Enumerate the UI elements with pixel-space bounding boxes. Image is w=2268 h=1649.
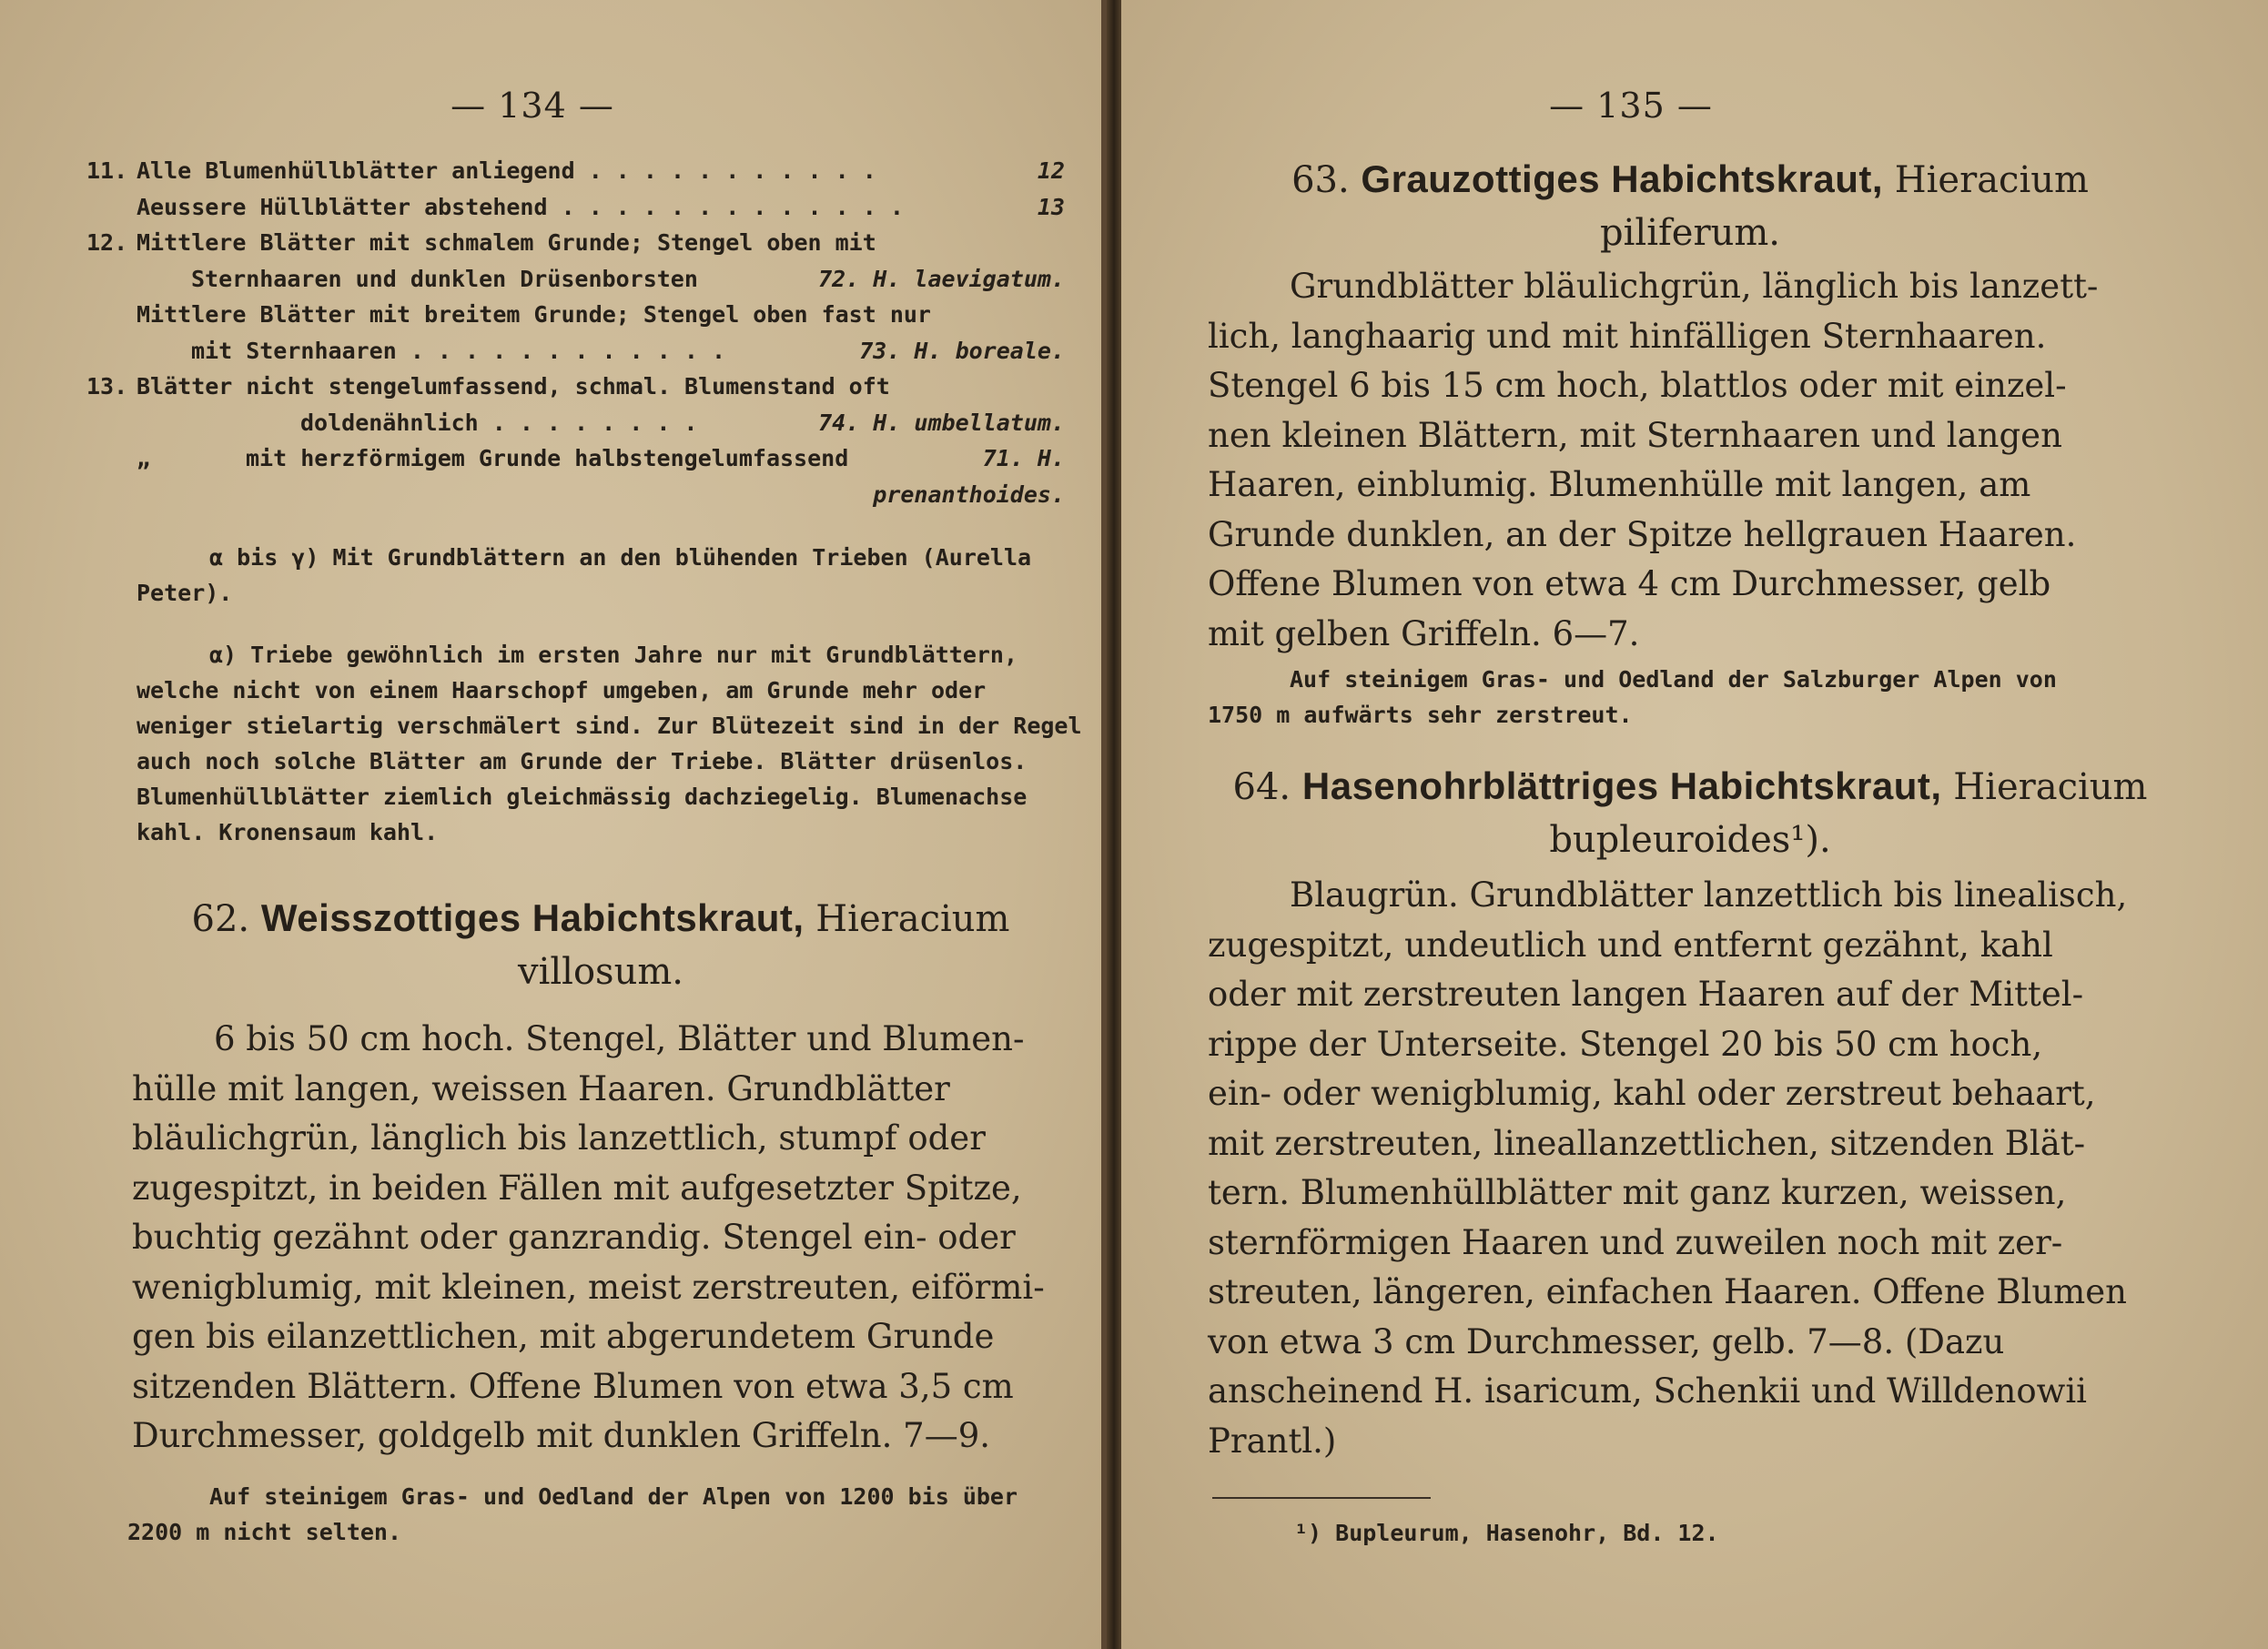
text-line: Blaugrün. Grundblätter lanzettlich bis linealisch,: [1290, 875, 2128, 915]
text-line: Stengel 6 bis 15 cm hoch, blattlos oder mit einzel-: [1208, 366, 2067, 405]
key-row-text: Mittlere Blätter mit breitem Grunde; Stengel oben fast nur: [137, 301, 931, 328]
right-page: [1121, 0, 2268, 1649]
left-page: [0, 0, 1107, 1649]
text-line: sternförmigen Haaren und zuweilen noch mit zer-: [1208, 1222, 2063, 1262]
text-line: zugespitzt, undeutlich und entfernt gezähnt, kahl: [1208, 925, 2053, 965]
key-row-target: 13: [1037, 193, 1065, 220]
text-line: nen kleinen Blättern, mit Sternhaaren und langen: [1208, 415, 2062, 455]
text-line: 6 bis 50 cm hoch. Stengel, Blätter und Blumen-: [214, 1019, 1025, 1058]
text-line: oder mit zerstreuten langen Haaren auf der Mittel-: [1208, 975, 2084, 1014]
note-alpha-gamma: [137, 540, 1065, 611]
species-64-latin-2: bupleuroides¹).: [1549, 819, 1831, 861]
text-line: tern. Blumenhüllblätter mit ganz kurzen, weissen,: [1208, 1173, 2067, 1212]
key-row-target: prenanthoides.: [873, 481, 1065, 508]
key-row: [137, 261, 1065, 298]
key-row-text: Aeussere Hüllblätter abstehend . . . . . . . . . . . . .: [137, 193, 904, 220]
text-line: buchtig gezähnt oder ganzrandig. Stengel ein- oder: [132, 1218, 1016, 1257]
text-line: zugespitzt, in beiden Fällen mit aufgesetzter Spitze,: [132, 1168, 1022, 1208]
text-line: α) Triebe gewöhnlich im ersten Jahre nur mit Grundblättern,: [209, 642, 1018, 668]
text-line: Grunde dunklen, an der Spitze hellgrauen Haaren.: [1208, 514, 2077, 554]
species-64-number: 64.: [1232, 766, 1291, 808]
text-line: mit zerstreuten, lineallanzettlichen, sitzenden Blät-: [1208, 1123, 2086, 1163]
key-row-text: Blätter nicht stengelumfassend, schmal. Blumenstand oft: [137, 373, 890, 400]
species-63-description: [1208, 262, 2209, 659]
page-number-left: — 134 —: [451, 86, 614, 126]
key-row-text: Sternhaaren und dunklen Drüsenborsten: [191, 265, 698, 292]
text-line: wenigblumig, mit kleinen, meist zerstreuten, eiförmi-: [132, 1267, 1045, 1307]
text-line: Blumenhüllblätter ziemlich gleichmässig dachziegelig. Blumenachse: [137, 784, 1028, 810]
species-63-latin-1: Hieracium: [1894, 159, 2089, 201]
key-row-text: doldenähnlich . . . . . . . .: [300, 409, 698, 436]
species-63-habitat: [1208, 662, 2209, 733]
species-63-name: Grauzottiges Habichtskraut,: [1361, 157, 1884, 200]
footnote-rule: [1212, 1497, 1431, 1499]
text-line: Auf steinigem Gras- und Oedland der Alpen von 1200 bis über: [209, 1483, 1018, 1510]
text-line: anscheinend H. isaricum, Schenkii und Willdenowii: [1208, 1371, 2087, 1411]
key-row: [86, 225, 1065, 261]
note-alpha: [137, 637, 1082, 850]
species-62-name: Weisszottiges Habichtskraut,: [260, 896, 805, 939]
key-row: [86, 153, 1065, 189]
key-row-target: 74. H. umbellatum.: [818, 409, 1065, 436]
text-line: kahl. Kronensaum kahl.: [137, 819, 439, 845]
text-line: welche nicht von einem Haarschopf umgeben, am Grunde mehr oder: [137, 677, 987, 703]
species-62-description: [132, 1015, 1060, 1462]
species-62-latin-2: villosum.: [518, 951, 683, 993]
species-62-latin-1: Hieracium: [815, 898, 1010, 940]
text-line: lich, langhaarig und mit hinfälligen Sternhaaren.: [1208, 316, 2047, 356]
text-line: gen bis eilanzettlichen, mit abgerundetem Grunde: [132, 1317, 995, 1356]
key-row: [137, 333, 1065, 369]
species-64-name: Hasenohrblättriges Habichtskraut,: [1301, 764, 1942, 807]
text-line: ein- oder wenigblumig, kahl oder zerstreut behaart,: [1208, 1074, 2096, 1113]
key-row-number: 11.: [86, 157, 128, 184]
key-row-text: Alle Blumenhüllblätter anliegend . . . . . . . . . . .: [137, 157, 876, 184]
species-63-latin-2: piliferum.: [1600, 212, 1780, 254]
species-62-number: 62.: [191, 898, 250, 940]
key-row: [137, 189, 1065, 226]
key-row-target: 73. H. boreale.: [859, 337, 1065, 364]
text-line: Offene Blumen von etwa 4 cm Durchmesser, gelb: [1208, 564, 2051, 603]
species-63-number: 63.: [1291, 159, 1350, 201]
page-number-right: — 135 —: [1549, 86, 1713, 126]
text-line: rippe der Unterseite. Stengel 20 bis 50 cm hoch,: [1208, 1024, 2043, 1064]
footnote: ¹) Bupleurum, Hasenohr, Bd. 12.: [1294, 1520, 1719, 1546]
key-row-text: mit Sternhaaren . . . . . . . . . . . .: [191, 337, 725, 364]
species-62-habitat: [127, 1479, 1065, 1550]
identification-key: [86, 153, 1065, 512]
key-row-target: 72. H. laevigatum.: [818, 265, 1065, 292]
species-63-heading: [1185, 153, 2195, 259]
key-row: [137, 297, 1065, 333]
text-line: Prantl.): [1208, 1421, 1337, 1461]
text-line: weniger stielartig verschmälert sind. Zur Blütezeit sind in der Regel: [137, 713, 1082, 739]
text-line: bläulichgrün, länglich bis lanzettlich, stumpf oder: [132, 1118, 986, 1158]
text-line: Haaren, einblumig. Blumenhülle mit langen, am: [1208, 465, 2031, 504]
species-62-heading: [137, 892, 1065, 998]
text-line: Peter).: [137, 580, 233, 606]
key-row: [137, 405, 1065, 441]
species-64-heading: [1185, 760, 2195, 866]
text-line: hülle mit langen, weissen Haaren. Grundblätter: [132, 1068, 950, 1108]
text-line: Auf steinigem Gras- und Oedland der Salzburger Alpen von: [1290, 666, 2057, 693]
key-row-number: 13.: [86, 373, 128, 400]
text-line: von etwa 3 cm Durchmesser, gelb. 7—8. (Dazu: [1208, 1321, 2005, 1361]
text-line: sitzenden Blättern. Offene Blumen von etwa 3,5 cm: [132, 1366, 1014, 1406]
text-line: mit gelben Griffeln. 6—7.: [1208, 613, 1640, 653]
text-line: streuten, längeren, einfachen Haaren. Offene Blumen: [1208, 1272, 2127, 1311]
key-row-target: 71. H.: [982, 445, 1065, 471]
key-row: [86, 369, 1065, 405]
text-line: α bis γ) Mit Grundblättern an den blühenden Trieben (Aurella: [209, 544, 1032, 571]
text-line: Durchmesser, goldgelb mit dunklen Griffeln. 7—9.: [132, 1416, 990, 1455]
key-row-text: Mittlere Blätter mit schmalem Grunde; Stengel oben mit: [137, 229, 876, 256]
key-row-number: 12.: [86, 229, 128, 256]
key-row-text: mit herzförmigem Grunde halbstengelumfassend: [246, 445, 849, 471]
species-64-description: [1208, 871, 2209, 1466]
text-line: auch noch solche Blätter am Grunde der Triebe. Blätter drüsenlos.: [137, 748, 1028, 774]
key-row: [137, 477, 1065, 513]
species-64-latin-1: Hieracium: [1953, 766, 2148, 808]
text-line: 2200 m nicht selten.: [127, 1519, 402, 1545]
key-row-target: 12: [1037, 157, 1065, 184]
key-row-number: „: [137, 445, 151, 471]
text-line: 1750 m aufwärts sehr zerstreut.: [1208, 702, 1633, 728]
key-row: [137, 440, 1065, 477]
text-line: Grundblätter bläulichgrün, länglich bis lanzett-: [1290, 267, 2099, 306]
